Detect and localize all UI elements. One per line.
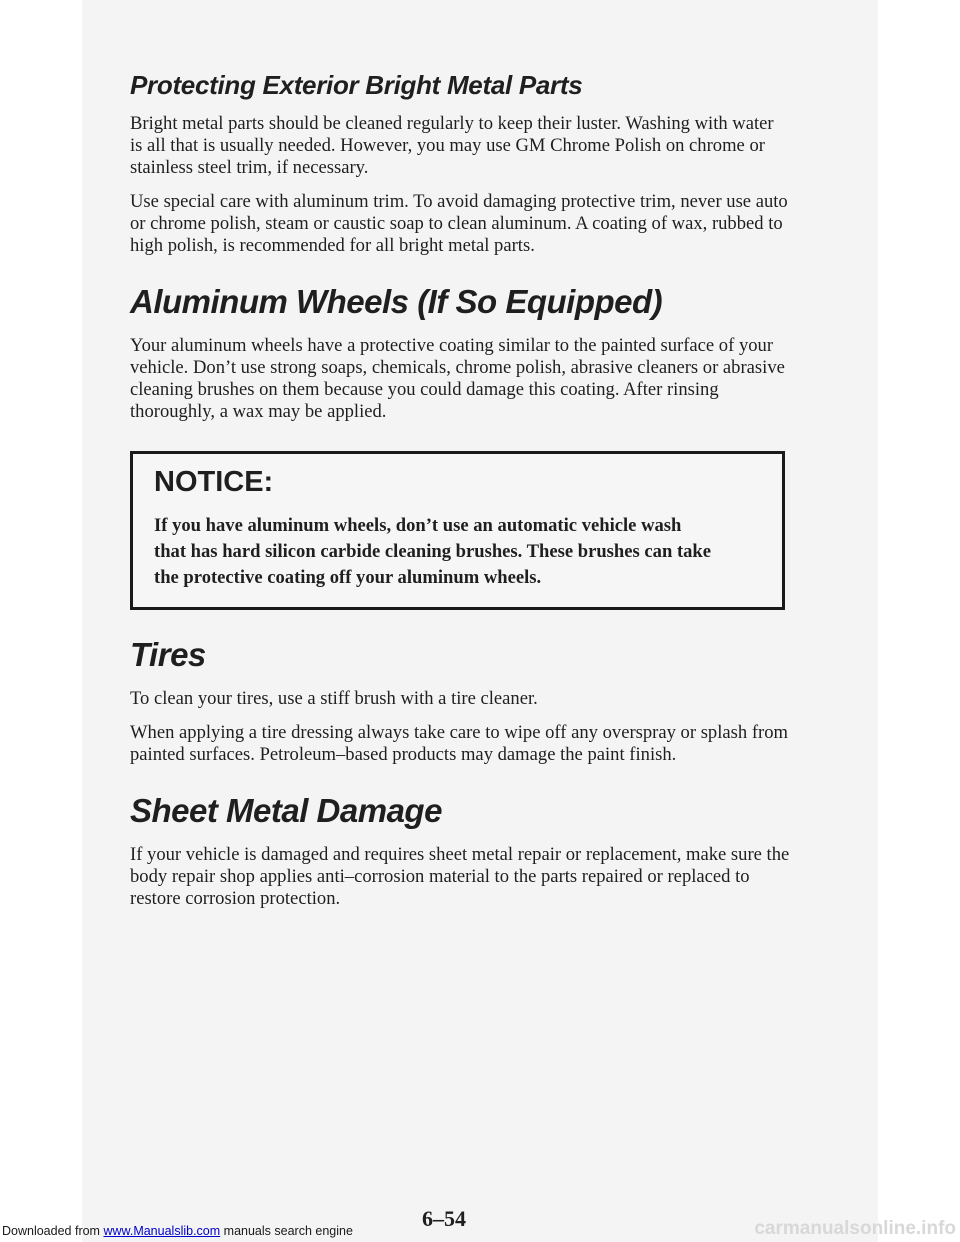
manualslib-link[interactable]: www.Manualslib.com — [103, 1224, 221, 1238]
aluminum-wheels-paragraph: Your aluminum wheels have a protective coating similar to the painted surface of your vehicle. Don’t use strong soaps, chemicals, chrome polish, abrasive cleaners or abrasive cleaning brushes on them because you could damage this coating. After rinsing thoroughly, a wax may be applied. — [130, 335, 785, 422]
notice-title: NOTICE: — [154, 466, 274, 498]
notice-box — [130, 451, 785, 610]
tires-paragraph-2: When applying a tire dressing always take care to wipe off any overspray or splash from painted surfaces. Petroleum–based products may damage the paint finish. — [130, 722, 788, 765]
sheet-metal-paragraph: If your vehicle is damaged and requires sheet metal repair or replacement, make sure the body repair shop applies anti–corrosion material to the parts repaired or replaced to restore corrosion protection. — [130, 844, 790, 909]
bright-metal-paragraph-2: Use special care with aluminum trim. To avoid damaging protective trim, never use auto or chrome polish, steam or caustic soap to clean aluminum. A coating of wax, rubbed to high polish, is recommended for all bright metal parts. — [130, 191, 788, 256]
section-title-aluminum-wheels: Aluminum Wheels (If So Equipped) — [130, 283, 663, 320]
download-footer — [2, 1224, 353, 1238]
watermark: carmanualsonline.info — [754, 1218, 956, 1239]
section-title-bright-metal: Protecting Exterior Bright Metal Parts — [130, 70, 583, 100]
footer-prefix: Downloaded from — [2, 1224, 100, 1238]
tires-paragraph-1: To clean your tires, use a stiff brush with a tire cleaner. — [130, 688, 538, 709]
section-title-sheet-metal: Sheet Metal Damage — [130, 792, 442, 829]
footer-suffix: manuals search engine — [223, 1224, 353, 1238]
notice-body: If you have aluminum wheels, don’t use an automatic vehicle wash that has hard silicon carbide cleaning brushes. These brushes can take the protective coating off your aluminum wheels. — [154, 515, 712, 588]
section-title-tires: Tires — [130, 636, 206, 673]
page-content — [130, 70, 790, 922]
bright-metal-paragraph-1: Bright metal parts should be cleaned regularly to keep their luster. Washing with water is all that is usually needed. However, you may use GM Chrome Polish on chrome or stainless steel trim, if necessary. — [130, 113, 774, 178]
page-number: 6–54 — [422, 1206, 466, 1231]
